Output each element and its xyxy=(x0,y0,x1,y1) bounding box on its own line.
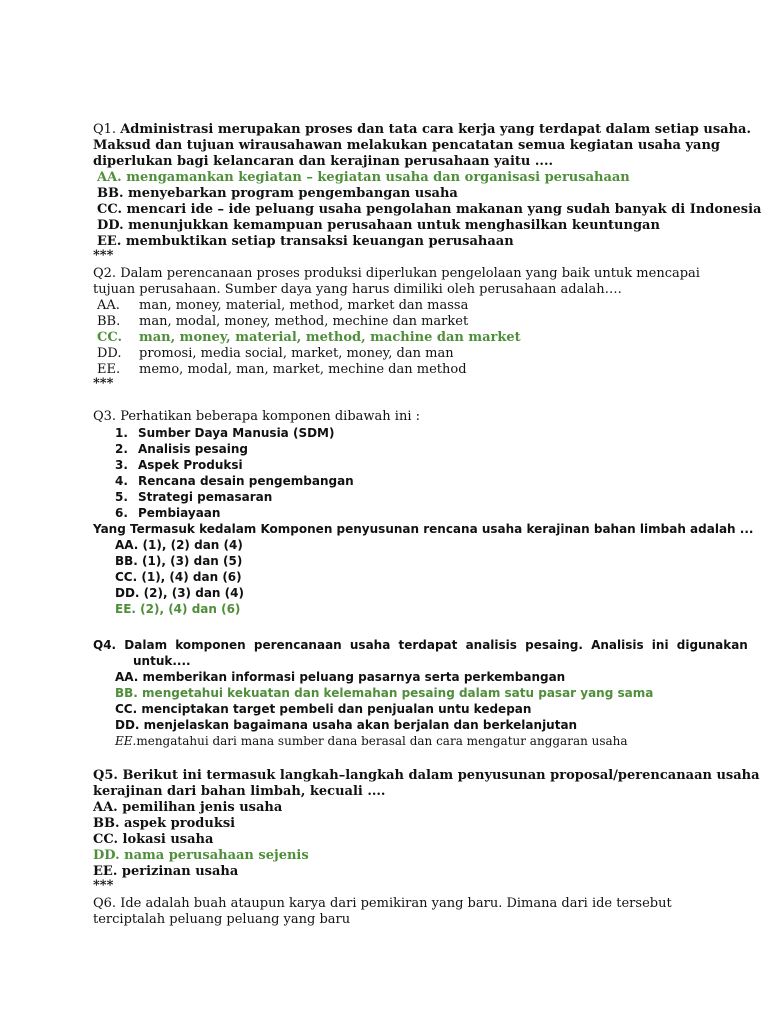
question-number: Q3. xyxy=(93,409,117,424)
component-list xyxy=(93,425,679,521)
component-number: 6. xyxy=(115,506,128,520)
option xyxy=(115,669,679,685)
option-label: EE. xyxy=(93,864,118,879)
component-number: 4. xyxy=(115,474,128,488)
question-text-line: Dalam perencanaan proses produksi diperlukan pengelolaan yang baik untuk mencapai xyxy=(120,266,700,281)
option-correct xyxy=(93,330,679,346)
option-label: BB. xyxy=(97,186,124,201)
option-label: EE. xyxy=(115,602,136,616)
option-text: memo, modal, man, market, mechine dan method xyxy=(139,362,467,377)
option xyxy=(93,218,679,234)
option xyxy=(93,202,762,218)
option-text: memberikan informasi peluang pasarnya serta perkembangan xyxy=(142,670,566,684)
option xyxy=(93,832,679,848)
component-text: Aspek Produksi xyxy=(138,458,243,472)
option-label: CC. xyxy=(115,570,138,584)
option-text: pemilihan jenis usaha xyxy=(122,800,283,815)
option-text: (1), (3) dan (5) xyxy=(142,554,243,568)
question-number: Q1. xyxy=(93,122,117,137)
option-correct xyxy=(93,848,679,864)
option-text: man, modal, money, method, mechine dan market xyxy=(139,314,469,329)
option-label: AA. xyxy=(97,298,120,313)
option-correct xyxy=(115,685,679,701)
option-list xyxy=(93,669,679,749)
question-text-line: Ide adalah buah ataupun karya dari pemikiran yang baru. Dimana dari ide tersebut xyxy=(120,896,672,911)
option-label: EE. xyxy=(97,362,121,377)
option-text: (2), (4) dan (6) xyxy=(140,602,241,616)
option-label: EE. xyxy=(115,734,137,748)
option-text: (1), (2) dan (4) xyxy=(142,538,243,552)
component-number: 5. xyxy=(115,490,128,504)
option-label: CC. xyxy=(97,330,122,345)
question-text xyxy=(93,637,748,653)
option-text: nama perusahaan sejenis xyxy=(124,848,309,863)
option-label: EE. xyxy=(97,234,122,249)
component-item xyxy=(115,425,679,441)
option-text: menunjukkan kemampuan perusahaan untuk menghasilkan keuntungan xyxy=(128,218,660,233)
option-text: menjelaskan bagaimana usaha akan berjalan dan berkelanjutan xyxy=(143,718,578,732)
option-list xyxy=(93,537,679,617)
option-text: (2), (3) dan (4) xyxy=(143,586,244,600)
question-text xyxy=(93,896,679,912)
question-3 xyxy=(93,409,754,617)
option xyxy=(93,362,679,378)
component-number: 1. xyxy=(115,426,128,440)
question-number: Q5. xyxy=(93,768,118,783)
question-text: Administrasi merupakan proses dan tata cara kerja yang terdapat dalam setiap usaha. xyxy=(120,122,751,137)
option-text: aspek produksi xyxy=(124,816,236,831)
question-text: Maksud dan tujuan wirausahawan melakukan pencatatan semua kegiatan usaha yang xyxy=(93,138,721,153)
question-text-line: Berikut ini termasuk langkah–langkah dalam penyusunan proposal/perencanaan usaha xyxy=(122,768,760,783)
option-label: BB. xyxy=(97,314,121,329)
question-1 xyxy=(93,122,762,263)
question-2 xyxy=(93,266,700,391)
question-prompt: Yang Termasuk kedalam Komponen penyusunan rencana usaha kerajinan bahan limbah adalah ... xyxy=(93,522,754,536)
option xyxy=(93,298,679,314)
separator: *** xyxy=(93,878,114,893)
option-correct xyxy=(93,170,679,186)
option xyxy=(93,186,679,202)
question-text: diperlukan bagi kelancaran dan kerajinan perusahaan yaitu .... xyxy=(93,154,554,169)
option-label: DD. xyxy=(97,346,122,361)
option xyxy=(115,717,679,733)
option-label: BB. xyxy=(115,686,138,700)
component-item xyxy=(115,441,679,457)
option-label: DD. xyxy=(115,586,140,600)
option-text: mengatahui dari mana sumber dana berasal dan cara mengatur anggaran usaha xyxy=(136,734,628,748)
separator: *** xyxy=(93,248,114,263)
option-label: DD. xyxy=(115,718,140,732)
option-label: CC. xyxy=(97,202,122,217)
component-text: Sumber Daya Manusia (SDM) xyxy=(138,426,335,440)
option xyxy=(93,816,679,832)
question-text xyxy=(93,768,760,784)
option-text: (1), (4) dan (6) xyxy=(141,570,242,584)
option xyxy=(115,569,679,585)
question-text-line: Dalam komponen perencanaan usaha terdapat analisis pesaing. Analisis ini digunakan xyxy=(124,638,748,652)
option-text: membuktikan setiap transaksi keuangan perusahaan xyxy=(125,234,514,249)
option xyxy=(115,585,679,601)
question-text: terciptalah peluang peluang yang baru xyxy=(93,912,351,927)
separator: *** xyxy=(93,376,114,391)
component-text: Strategi pemasaran xyxy=(138,490,273,504)
option xyxy=(115,553,679,569)
option-label: CC. xyxy=(115,702,138,716)
option-text: perizinan usaha xyxy=(121,864,239,879)
option-label: BB. xyxy=(115,554,138,568)
question-number: Q2. xyxy=(93,266,117,281)
question-text: untuk.... xyxy=(133,654,191,668)
component-text: Analisis pesaing xyxy=(138,442,248,456)
question-text xyxy=(93,409,679,425)
question-5 xyxy=(93,768,760,893)
option xyxy=(93,346,679,362)
option-label: AA. xyxy=(115,538,139,552)
option-label: CC. xyxy=(93,832,118,847)
option xyxy=(115,701,679,717)
component-number: 2. xyxy=(115,442,128,456)
option xyxy=(93,864,679,880)
option-text: mengamankan kegiatan – kegiatan usaha dan organisasi perusahaan xyxy=(126,170,630,185)
question-text xyxy=(93,266,700,282)
option-label: DD. xyxy=(93,848,120,863)
option xyxy=(93,234,679,250)
option-label: BB. xyxy=(93,816,120,831)
component-text: Pembiayaan xyxy=(138,506,221,520)
option-text: mencari ide – ide peluang usaha pengolahan makanan yang sudah banyak di Indonesia xyxy=(126,202,762,217)
option xyxy=(93,800,679,816)
option-label: AA. xyxy=(93,800,118,815)
option-text: man, money, material, method, machine dan market xyxy=(139,330,521,345)
component-item xyxy=(115,489,679,505)
component-text: Rencana desain pengembangan xyxy=(138,474,354,488)
question-text: tujuan perusahaan. Sumber daya yang harus dimiliki oleh perusahaan adalah…. xyxy=(93,282,622,297)
question-4 xyxy=(93,637,748,749)
option xyxy=(93,314,679,330)
option-text: promosi, media social, market, money, dan man xyxy=(139,346,454,361)
option-text: menyebarkan program pengembangan usaha xyxy=(128,186,458,201)
component-item xyxy=(115,473,679,489)
component-number: 3. xyxy=(115,458,128,472)
question-text-line: Perhatikan beberapa komponen dibawah ini : xyxy=(120,409,420,424)
question-number: Q4. xyxy=(93,638,117,652)
option-correct xyxy=(115,601,679,617)
option-text: man, money, material, method, market dan massa xyxy=(139,298,469,313)
component-item xyxy=(115,457,679,473)
question-1-line-1 xyxy=(93,122,751,138)
question-number: Q6. xyxy=(93,896,117,911)
option-text: mengetahui kekuatan dan kelemahan pesaing dalam satu pasar yang sama xyxy=(142,686,654,700)
option-text: lokasi usaha xyxy=(122,832,214,847)
option-text: menciptakan target pembeli dan penjualan untu kedepan xyxy=(141,702,532,716)
question-6 xyxy=(93,896,679,928)
option xyxy=(115,733,679,749)
question-text: kerajinan dari bahan limbah, kecuali .... xyxy=(93,784,386,799)
option-label: AA. xyxy=(115,670,139,684)
option-label: DD. xyxy=(97,218,124,233)
option xyxy=(115,537,679,553)
option-label: AA. xyxy=(97,170,122,185)
component-item xyxy=(115,505,679,521)
